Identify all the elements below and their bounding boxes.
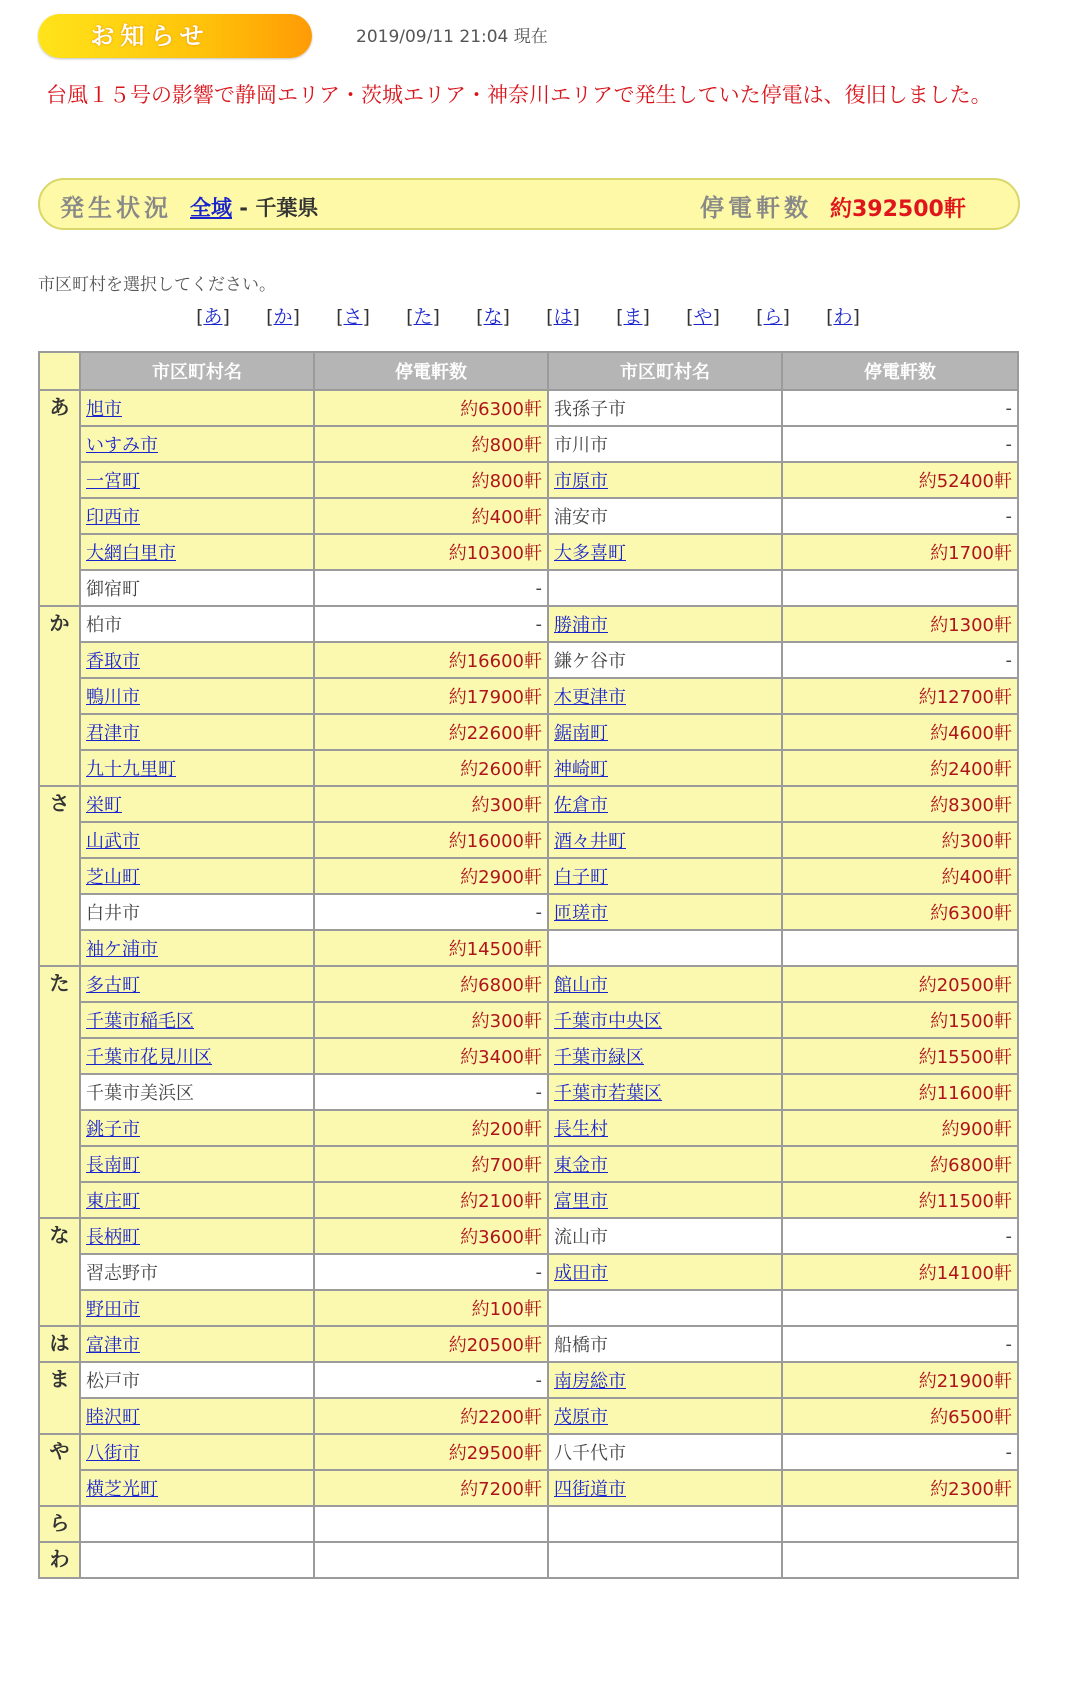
- table-row: [39, 570, 1018, 606]
- outage-count: 約3400軒: [314, 1038, 548, 1074]
- outage-count: 約11600軒: [782, 1074, 1018, 1110]
- outage-count: -: [314, 570, 548, 606]
- kana-nav-label[interactable]: あ: [203, 306, 223, 328]
- outage-count: [782, 1290, 1018, 1326]
- kana-nav-label[interactable]: な: [483, 306, 503, 328]
- outage-count: 約16600軒: [314, 642, 548, 678]
- outage-count: 約2600軒: [314, 750, 548, 786]
- outage-count: 約15500軒: [782, 1038, 1018, 1074]
- municipality-link[interactable]: 白子町: [548, 858, 782, 894]
- table-row: [39, 1506, 1018, 1542]
- municipality-link[interactable]: 山武市: [80, 822, 314, 858]
- kana-nav-label[interactable]: ら: [763, 306, 783, 328]
- municipality-link[interactable]: 袖ケ浦市: [80, 930, 314, 966]
- table-row: [39, 930, 1018, 966]
- municipality-link[interactable]: 芝山町: [80, 858, 314, 894]
- outage-count: 約8300軒: [782, 786, 1018, 822]
- outage-count: [782, 570, 1018, 606]
- outage-count: 約1500軒: [782, 1002, 1018, 1038]
- kana-nav-label[interactable]: ま: [623, 306, 643, 328]
- table-row: [39, 462, 1018, 498]
- table-row: [39, 426, 1018, 462]
- municipality-link[interactable]: 成田市: [548, 1254, 782, 1290]
- outage-count: -: [314, 606, 548, 642]
- municipality-link[interactable]: 旭市: [80, 390, 314, 426]
- kana-nav-link[interactable]: [な]: [476, 306, 510, 328]
- table-row: [39, 1362, 1018, 1398]
- table-row: [39, 1074, 1018, 1110]
- kana-group-label: な: [39, 1218, 80, 1326]
- table-row: [39, 750, 1018, 786]
- outage-count: 約6800軒: [782, 1146, 1018, 1182]
- kana-nav-link[interactable]: [さ]: [336, 306, 370, 328]
- outage-count: [782, 1542, 1018, 1578]
- outage-count: -: [782, 1434, 1018, 1470]
- table-row: [39, 390, 1018, 426]
- outage-count: 約29500軒: [314, 1434, 548, 1470]
- municipality-link[interactable]: 東庄町: [80, 1182, 314, 1218]
- outage-count: -: [782, 390, 1018, 426]
- municipality-link[interactable]: 野田市: [80, 1290, 314, 1326]
- header-corner: [39, 352, 80, 390]
- outage-count: 約10300軒: [314, 534, 548, 570]
- kana-group-label: か: [39, 606, 80, 786]
- municipality-link[interactable]: 長南町: [80, 1146, 314, 1182]
- municipality-link[interactable]: 富津市: [80, 1326, 314, 1362]
- municipality-link[interactable]: 銚子市: [80, 1110, 314, 1146]
- municipality-link[interactable]: 千葉市若葉区: [548, 1074, 782, 1110]
- outage-count: 約800軒: [314, 426, 548, 462]
- outage-count: 約2200軒: [314, 1398, 548, 1434]
- municipality-name: 市川市: [548, 426, 782, 462]
- outage-count: 約200軒: [314, 1110, 548, 1146]
- municipality-link[interactable]: 大多喜町: [548, 534, 782, 570]
- outage-count: 約1300軒: [782, 606, 1018, 642]
- outage-count: 約52400軒: [782, 462, 1018, 498]
- outage-count: 約900軒: [782, 1110, 1018, 1146]
- outage-count: [314, 1542, 548, 1578]
- table-row: [39, 606, 1018, 642]
- municipality-link[interactable]: いすみ市: [80, 426, 314, 462]
- municipality-name: [548, 570, 782, 606]
- municipality-name: 我孫子市: [548, 390, 782, 426]
- municipality-name: 習志野市: [80, 1254, 314, 1290]
- municipality-name: 流山市: [548, 1218, 782, 1254]
- table-row: [39, 1542, 1018, 1578]
- municipality-link[interactable]: 千葉市花見川区: [80, 1038, 314, 1074]
- table-row: [39, 858, 1018, 894]
- outage-count: 約20500軒: [314, 1326, 548, 1362]
- kana-group-label: わ: [39, 1542, 80, 1578]
- table-row: [39, 1470, 1018, 1506]
- municipality-link[interactable]: 富里市: [548, 1182, 782, 1218]
- municipality-link[interactable]: 一宮町: [80, 462, 314, 498]
- outage-count: 約12700軒: [782, 678, 1018, 714]
- table-row: [39, 1434, 1018, 1470]
- outage-count: -: [314, 1254, 548, 1290]
- outage-count: 約300軒: [314, 786, 548, 822]
- header-municipality: 市区町村名: [548, 352, 782, 390]
- outage-count: 約6300軒: [314, 390, 548, 426]
- status-label: 発生状況: [60, 194, 172, 222]
- municipality-name: 白井市: [80, 894, 314, 930]
- header-outage-count: 停電軒数: [782, 352, 1018, 390]
- outage-count: 約4600軒: [782, 714, 1018, 750]
- municipality-link[interactable]: 九十九里町: [80, 750, 314, 786]
- municipality-link[interactable]: 睦沢町: [80, 1398, 314, 1434]
- outage-count: 約400軒: [314, 498, 548, 534]
- region-all-link[interactable]: 全域: [190, 196, 232, 220]
- outage-count: 約17900軒: [314, 678, 548, 714]
- outage-count: 約22600軒: [314, 714, 548, 750]
- outage-count: 約7200軒: [314, 1470, 548, 1506]
- outage-count: 約300軒: [314, 1002, 548, 1038]
- municipality-link[interactable]: 館山市: [548, 966, 782, 1002]
- table-row: [39, 714, 1018, 750]
- municipality-link[interactable]: 千葉市稲毛区: [80, 1002, 314, 1038]
- kana-group-label: た: [39, 966, 80, 1218]
- table-row: [39, 1182, 1018, 1218]
- outage-count: 約2300軒: [782, 1470, 1018, 1506]
- outage-count: -: [782, 1326, 1018, 1362]
- municipality-name: 柏市: [80, 606, 314, 642]
- outage-count: 約11500軒: [782, 1182, 1018, 1218]
- outage-count: 約21900軒: [782, 1362, 1018, 1398]
- outage-count: -: [314, 1362, 548, 1398]
- outage-count: 約6800軒: [314, 966, 548, 1002]
- municipality-link[interactable]: 四街道市: [548, 1470, 782, 1506]
- table-row: [39, 1110, 1018, 1146]
- outage-count: 約14100軒: [782, 1254, 1018, 1290]
- municipality-link[interactable]: 長柄町: [80, 1218, 314, 1254]
- municipality-name: 八千代市: [548, 1434, 782, 1470]
- outage-count: -: [782, 642, 1018, 678]
- table-row: [39, 822, 1018, 858]
- table-row: [39, 966, 1018, 1002]
- outage-count: -: [782, 426, 1018, 462]
- table-row: [39, 1254, 1018, 1290]
- outage-count: 約6300軒: [782, 894, 1018, 930]
- kana-group-label: や: [39, 1434, 80, 1506]
- header-outage-count: 停電軒数: [314, 352, 548, 390]
- municipality-name: 松戸市: [80, 1362, 314, 1398]
- kana-nav-label[interactable]: は: [553, 306, 573, 328]
- municipality-name: 船橋市: [548, 1326, 782, 1362]
- municipality-link[interactable]: 千葉市緑区: [548, 1038, 782, 1074]
- outage-count: 約800軒: [314, 462, 548, 498]
- kana-nav-link[interactable]: [や]: [686, 306, 720, 328]
- outage-count: [782, 1506, 1018, 1542]
- kana-nav-link[interactable]: [か]: [266, 306, 300, 328]
- outage-count: [782, 930, 1018, 966]
- kana-nav-label[interactable]: か: [273, 306, 293, 328]
- municipality-name: [80, 1542, 314, 1578]
- table-row: [39, 1218, 1018, 1254]
- outage-count: 約100軒: [314, 1290, 548, 1326]
- kana-nav-label[interactable]: た: [413, 306, 433, 328]
- outage-count: 約6500軒: [782, 1398, 1018, 1434]
- municipality-name: [548, 1542, 782, 1578]
- outage-table: [38, 351, 1019, 1579]
- table-row: [39, 642, 1018, 678]
- kana-group-label: さ: [39, 786, 80, 966]
- municipality-link[interactable]: 鴨川市: [80, 678, 314, 714]
- header-municipality: 市区町村名: [80, 352, 314, 390]
- municipality-link[interactable]: 横芝光町: [80, 1470, 314, 1506]
- kana-nav-link[interactable]: [わ]: [826, 306, 860, 328]
- kana-nav-link[interactable]: [あ]: [196, 306, 230, 328]
- municipality-link[interactable]: 市原市: [548, 462, 782, 498]
- municipality-name: 鎌ケ谷市: [548, 642, 782, 678]
- status-region: [190, 192, 318, 222]
- table-row: [39, 1398, 1018, 1434]
- table-row: [39, 894, 1018, 930]
- kana-nav-link[interactable]: [ら]: [756, 306, 790, 328]
- table-row: [39, 1326, 1018, 1362]
- municipality-name: 浦安市: [548, 498, 782, 534]
- table-row: [39, 498, 1018, 534]
- outage-count: -: [782, 498, 1018, 534]
- municipality-name: 御宿町: [80, 570, 314, 606]
- outage-count: 約1700軒: [782, 534, 1018, 570]
- table-row: [39, 1002, 1018, 1038]
- municipality-link[interactable]: 南房総市: [548, 1362, 782, 1398]
- municipality-link[interactable]: 印西市: [80, 498, 314, 534]
- municipality-link[interactable]: 多古町: [80, 966, 314, 1002]
- outage-count-label: 停電軒数: [700, 194, 812, 222]
- municipality-link[interactable]: 佐倉市: [548, 786, 782, 822]
- kana-nav-link[interactable]: [ま]: [616, 306, 650, 328]
- municipality-link[interactable]: 神崎町: [548, 750, 782, 786]
- kana-nav-label[interactable]: や: [693, 306, 713, 328]
- municipality-link[interactable]: 長生村: [548, 1110, 782, 1146]
- table-row: [39, 786, 1018, 822]
- kana-nav-link[interactable]: [た]: [406, 306, 440, 328]
- outage-count: 約14500軒: [314, 930, 548, 966]
- municipality-name: 千葉市美浜区: [80, 1074, 314, 1110]
- table-header-row: [39, 352, 1018, 390]
- table-row: [39, 678, 1018, 714]
- municipality-link[interactable]: 酒々井町: [548, 822, 782, 858]
- table-row: [39, 1146, 1018, 1182]
- outage-count: -: [782, 1218, 1018, 1254]
- municipality-name: [548, 1506, 782, 1542]
- kana-group-label: は: [39, 1326, 80, 1362]
- update-timestamp: 2019/09/11 21:04 現在: [356, 27, 548, 47]
- outage-count: 約400軒: [782, 858, 1018, 894]
- outage-count: 約20500軒: [782, 966, 1018, 1002]
- table-row: [39, 534, 1018, 570]
- municipality-link[interactable]: 匝瑳市: [548, 894, 782, 930]
- municipality-name: [548, 930, 782, 966]
- municipality-link[interactable]: 香取市: [80, 642, 314, 678]
- outage-count: 約2400軒: [782, 750, 1018, 786]
- notice-badge: [38, 14, 312, 58]
- outage-count: 約2900軒: [314, 858, 548, 894]
- kana-nav-link[interactable]: [は]: [546, 306, 580, 328]
- notice-badge-label: お知らせ: [90, 22, 210, 50]
- kana-group-label: あ: [39, 390, 80, 606]
- municipality-link[interactable]: 鋸南町: [548, 714, 782, 750]
- outage-count: [314, 1506, 548, 1542]
- outage-count: 約700軒: [314, 1146, 548, 1182]
- municipality-link[interactable]: 君津市: [80, 714, 314, 750]
- municipality-name: [80, 1506, 314, 1542]
- outage-count: 約3600軒: [314, 1218, 548, 1254]
- region-prefecture: - 千葉県: [232, 196, 319, 220]
- outage-count: 約300軒: [782, 822, 1018, 858]
- municipality-link[interactable]: 千葉市中央区: [548, 1002, 782, 1038]
- municipality-name: [548, 1290, 782, 1326]
- table-row: [39, 1290, 1018, 1326]
- municipality-link[interactable]: 八街市: [80, 1434, 314, 1470]
- municipality-link[interactable]: 東金市: [548, 1146, 782, 1182]
- status-bar: [38, 178, 1020, 230]
- outage-count: -: [314, 1074, 548, 1110]
- municipality-link[interactable]: 栄町: [80, 786, 314, 822]
- municipality-link[interactable]: 勝浦市: [548, 606, 782, 642]
- outage-count: 約16000軒: [314, 822, 548, 858]
- kana-nav-label[interactable]: わ: [833, 306, 853, 328]
- kana-group-label: ら: [39, 1506, 80, 1542]
- outage-count-value: 約392500軒: [830, 197, 966, 222]
- municipality-link[interactable]: 木更津市: [548, 678, 782, 714]
- outage-count: -: [314, 894, 548, 930]
- municipality-link[interactable]: 大網白里市: [80, 534, 314, 570]
- kana-group-label: ま: [39, 1362, 80, 1434]
- outage-count: 約2100軒: [314, 1182, 548, 1218]
- municipality-link[interactable]: 茂原市: [548, 1398, 782, 1434]
- notice-message: 台風１５号の影響で静岡エリア・茨城エリア・神奈川エリアで発生していた停電は、復旧しました。: [46, 83, 992, 107]
- kana-nav-label[interactable]: さ: [343, 306, 363, 328]
- table-row: [39, 1038, 1018, 1074]
- instruction-text: 市区町村を選択してください。: [38, 275, 276, 295]
